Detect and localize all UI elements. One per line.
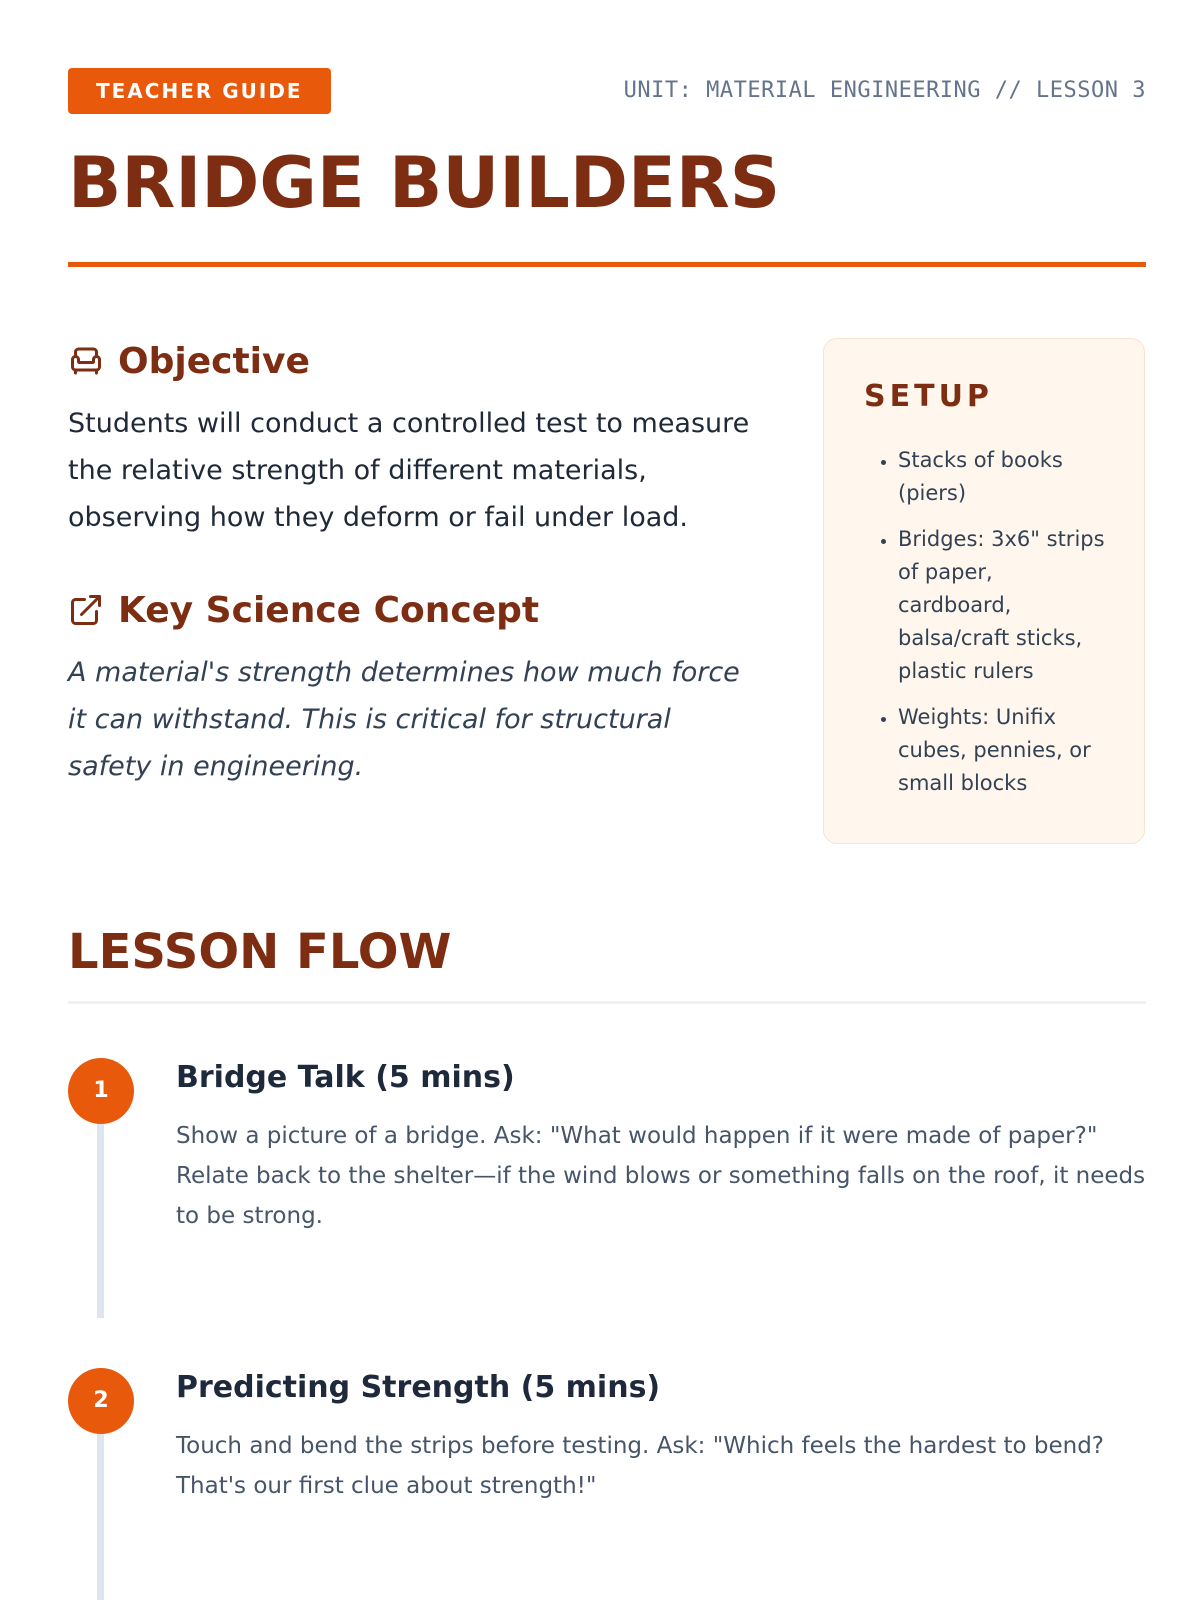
lesson-step bbox=[68, 1058, 1146, 1328]
page-title: BRIDGE BUILDERS bbox=[68, 142, 781, 224]
step-number: 2 bbox=[68, 1368, 134, 1434]
concept-text: A material's strength determines how much force it can withstand. This is critical for structural safety in engineering. bbox=[68, 657, 740, 782]
title-divider bbox=[68, 262, 1146, 267]
step-number: 1 bbox=[68, 1058, 134, 1124]
step-text: Show a picture of a bridge. Ask: "What would happen if it were made of paper?" Relate back to the shelter—if the wind blows or something falls on the roof, it needs to be strong. bbox=[176, 1123, 1146, 1229]
objective-title: Objective bbox=[118, 340, 310, 382]
objective-heading bbox=[68, 336, 758, 386]
step-text: Touch and bend the strips before testing. Ask: "Which feels the hardest to bend? That's our first clue about strength!" bbox=[176, 1433, 1105, 1499]
setup-title: SETUP bbox=[864, 379, 993, 414]
lesson-flow-divider bbox=[68, 1001, 1146, 1004]
lesson-flow-title: LESSON FLOW bbox=[68, 924, 452, 980]
timeline-line bbox=[97, 1428, 104, 1600]
timeline-line bbox=[97, 1118, 104, 1318]
external-link-icon bbox=[68, 592, 104, 628]
left-column bbox=[68, 336, 758, 790]
concept-heading bbox=[68, 585, 758, 635]
teacher-guide-badge: TEACHER GUIDE bbox=[68, 68, 331, 114]
setup-list bbox=[864, 444, 1106, 800]
step-title: Bridge Talk (5 mins) bbox=[176, 1060, 515, 1095]
objective-text: Students will conduct a controlled test to measure the relative strength of different materials, observing how they deform or fail under load. bbox=[68, 408, 750, 533]
setup-item: • Stacks of books (piers) bbox=[898, 444, 1106, 510]
step-title: Predicting Strength (5 mins) bbox=[176, 1370, 661, 1405]
unit-label: UNIT: MATERIAL ENGINEERING // LESSON 3 bbox=[623, 78, 1146, 103]
setup-item: • Bridges: 3x6" strips of paper, cardboard, balsa/craft sticks, plastic rulers bbox=[898, 523, 1106, 688]
concept-title: Key Science Concept bbox=[118, 589, 540, 631]
armchair-icon bbox=[68, 343, 104, 379]
lesson-step bbox=[68, 1368, 1146, 1600]
setup-box bbox=[823, 338, 1145, 844]
setup-item: • Weights: Unifix cubes, pennies, or small blocks bbox=[898, 701, 1106, 800]
